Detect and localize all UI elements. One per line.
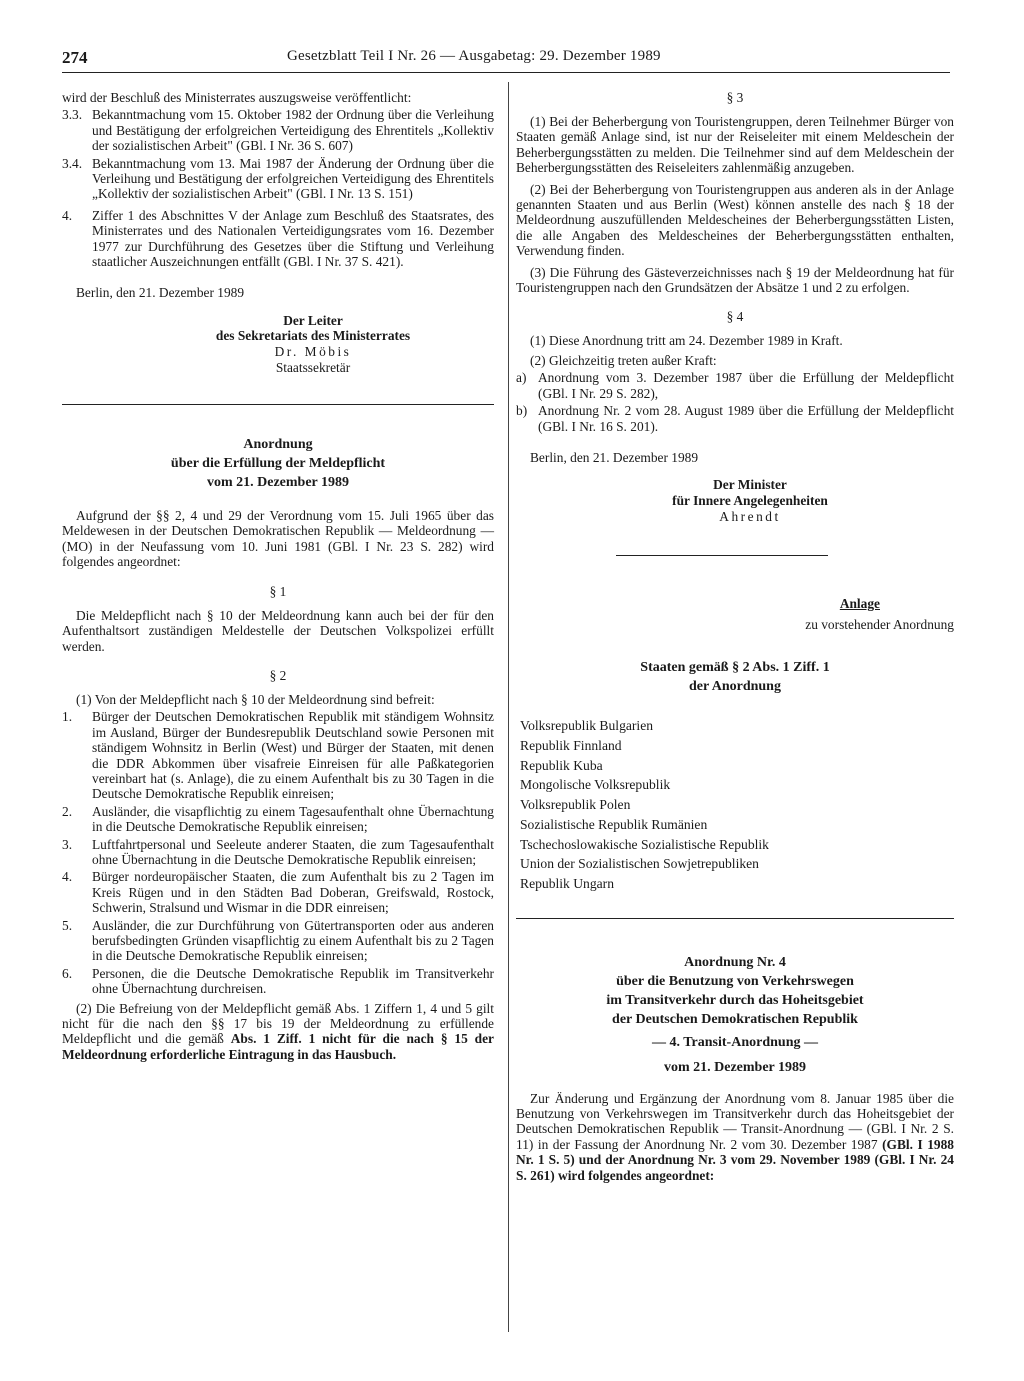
section-rule [516,918,954,919]
section-text: (2) Gleichzeitig treten außer Kraft: [530,352,717,368]
list-item: Volksrepublik Polen [520,797,631,813]
list-item: a) Anordnung vom 3. Dezember 1987 über die Erfüllung der Meldepflicht (GBl. I Nr. 29 S. 282), [516,370,954,401]
ordinance-title: Anordnung über die Erfüllung der Meldepflicht vom 21. Dezember 1989 [170,437,386,491]
preamble: Aufgrund der §§ 2, 4 und 29 der Verordnung vom 15. Juli 1965 über das Meldewesen in der Deutschen Demokratischen Republik — Meldeordnung — (MO) in der Neufassung vom 10. Juni 1981 (GBl. I Nr. 23 S. 282) wird folgendes angeordnet: [62,508,494,570]
section-rule [616,555,828,556]
list-item: Republik Kuba [520,757,603,773]
list-item: 3.3. Bekanntmachung vom 15. Oktober 1982 der Ordnung über die Verleihung und Bestätigung der erfolgreichen Verteidigung des Ehrentitels „Kollektiv der sozialistischen Arbeit" (GBl. I Nr. 36 S. 607) [62,107,494,154]
signatory-name: Dr. Möbis [274,344,352,360]
section-text: (1) Von der Meldepflicht nach § 10 der Meldeordnung sind befreit: [76,691,435,707]
list-item: 6. Personen, die die Deutsche Demokratische Republik im Transitverkehr ohne Übernachtung durchreisen. [62,965,494,997]
signature-block: Der Leiter des Sekretariats des Ministerrates Dr. Möbis Staatssekretär [62,313,494,376]
list-item: Union der Sozialistischen Sowjetrepubliken [520,856,759,872]
list-item: 3.4. Bekanntmachung vom 13. Mai 1987 der Änderung der Ordnung über die Verleihung und Bestätigung der erfolgreichen Verteidigung des Ehrentitels „Kollektiv der sozialistischen Arbeit" (GBl. I Nr. 13 S. 151) [62,155,494,202]
list-item: b) Anordnung Nr. 2 vom 28. August 1989 über die Erfüllung der Meldepflicht (GBl. I Nr. 16 S. 201). [516,403,954,434]
list-item: Republik Ungarn [520,875,615,891]
list-item: 4. Bürger nordeuropäischer Staaten, die zum Aufenthalt bis zu 2 Tagen im Kreis Rügen und in den Städten Bad Doberan, Greifswald, Rostock, Schwerin, Stralsund und Wismar in die DDR einreisen; [62,869,494,916]
section-text: (2) Die Befreiung von der Meldepflicht gemäß Abs. 1 Ziffern 1, 4 und 5 gilt nicht für die nach den §§ 17 bis 19 der Meldeordnung zu erfüllende Meldepflicht und die gemäß Abs. 1 Ziff. 1 nicht für die nach § 15 der Meldeordnung erforderliche Eintragung in das Hausbuch. [62,1000,494,1062]
section-heading: § 3 [726,90,744,105]
list-item: 3. Luftfahrtpersonal und Seeleute anderer Staaten, die zum Tagesaufenthalt ohne Übernachtung in die Deutsche Demokratische Republik einreisen; [62,836,494,867]
section-heading: § 1 [269,583,287,599]
place-date: Berlin, den 21. Dezember 1989 [76,285,245,301]
page-header [62,48,950,73]
state-list [516,716,954,893]
section-text: (3) Die Führung des Gästeverzeichnisses nach § 19 der Meldeordnung hat für Touristengruppen nach den Grundsätzen der Absätze 1 und 2 zu erfolgen. [516,264,954,296]
annex-title: Staaten gemäß § 2 Abs. 1 Ziff. 1 der Anordnung [640,660,830,695]
list-item: Mongolische Volksrepublik [520,777,671,793]
place-date: Berlin, den 21. Dezember 1989 [530,449,699,465]
section-text: Die Meldepflicht nach § 10 der Meldeordnung kann auch bei der für den Aufenthaltsort zuständigen Meldestelle der Deutschen Volkspolizei erfüllt werden. [62,607,494,654]
running-head: Gesetzblatt Teil I Nr. 26 — Ausgabetag: 29. Dezember 1989 [287,48,661,64]
list-item: Sozialistische Republik Rumänien [520,816,708,832]
column-divider [508,82,509,1332]
page-number: 274 [62,48,88,67]
list-item: 4. Ziffer 1 des Abschnittes V der Anlage zum Beschluß des Staatsrates, des Ministerrates und des Nationalen Verteidigungsrates vom 16. Dezember 1977 zur Durchführung des Gesetzes über die Stiftung und Verleihung staatlicher Auszeichnungen entfällt (GBl. I Nr. 37 S. 421). [62,207,494,270]
list-item: Volksrepublik Bulgarien [520,718,654,734]
intro-text: wird der Beschluß des Ministerrates auszugsweise veröffentlicht: [62,90,412,105]
list-item: 1. Bürger der Deutschen Demokratischen Republik mit ständigem Wohnsitz im Ausland, Bürger der Bundesrepublik Deutschland sowie Personen mit ständigem Wohnsitz in Berlin (West) und Bürger der Staaten, mit denen die DDR Abkommen über visafreie Einreisen für alle Paßkategorien vereinbart hat (s. Anlage), die zu einem Aufenthalt bis zu 30 Tagen in die Deutsche Demokratische Republik einreisen; [62,709,494,802]
section-text: (2) Bei der Beherbergung von Touristengruppen aus anderen als in der Anlage genannten Staaten und aus Berlin (West) können anstelle des nach § 18 der Meldeordnung auszufüllenden Meldescheines der Beherbergungsstätten Listen, die alle Angaben des Meldescheines der Beherbergungsstätten enthalten, Verwendung finden. [516,181,954,259]
signature-block: Der Minister für Innere Angelegenheiten Ahrendt [516,477,954,524]
section-rule [62,404,494,405]
annex-label: Anlage zu vorstehender Anordnung [805,595,954,632]
list-item: Tschechoslowakische Sozialistische Republik [520,836,769,852]
section-text: (1) Diese Anordnung tritt am 24. Dezember 1989 in Kraft. [530,333,843,349]
right-column [516,90,954,1183]
section-heading: § 2 [269,667,287,683]
section-heading: § 4 [726,309,744,325]
ordinance4-title: Anordnung Nr. 4 über die Benutzung von Verkehrswegen im Transitverkehr durch das Hoheitsgebiet der Deutschen Demokratischen Republik — 4. Transit-Anordnung — vom 21. Dezember 1989 [606,954,864,1075]
section-text: (1) Bei der Beherbergung von Touristengruppen, deren Teilnehmer Bürger von Staaten gemäß Anlage sind, ist nur der Reiseleiter mit einem Meldeschein der Beherbergungsstätten zu melden. Die Teilnehmer sind auf dem Meldeschein der Beherbergungsstätten des Reiseleiters zahlenmäßig anzugeben. [516,114,954,176]
preamble: Zur Änderung und Ergänzung der Anordnung vom 8. Januar 1985 über die Benutzung von Verkehrswegen im Transitverkehr durch das Hoheitsgebiet der Deutschen Demokratischen Republik — Transit-Anordnung — (GBl. I Nr. 2 S. 11) in der Fassung der Anordnung Nr. 2 vom 30. Dezember 1987 (GBl. I 1988 Nr. 1 S. 5) und der Anordnung Nr. 3 vom 29. November 1989 (GBl. I Nr. 24 S. 261) wird folgendes angeordnet: [516,1090,954,1183]
list-item: 5. Ausländer, die zur Durchführung von Gütertransporten oder aus anderen berufsbedingten Gründen visapflichtig zu einem Aufenthalt bis zu 2 Tagen in die Deutsche Demokratische Republik einreisen; [62,917,494,964]
signatory-name: Ahrendt [719,508,781,524]
list-item: Republik Finnland [520,738,622,754]
list-item: 2. Ausländer, die visapflichtig zu einem Tagesaufenthalt ohne Übernachtung in die Deutsche Demokratische Republik einreisen; [62,803,494,835]
left-column [62,90,494,1062]
